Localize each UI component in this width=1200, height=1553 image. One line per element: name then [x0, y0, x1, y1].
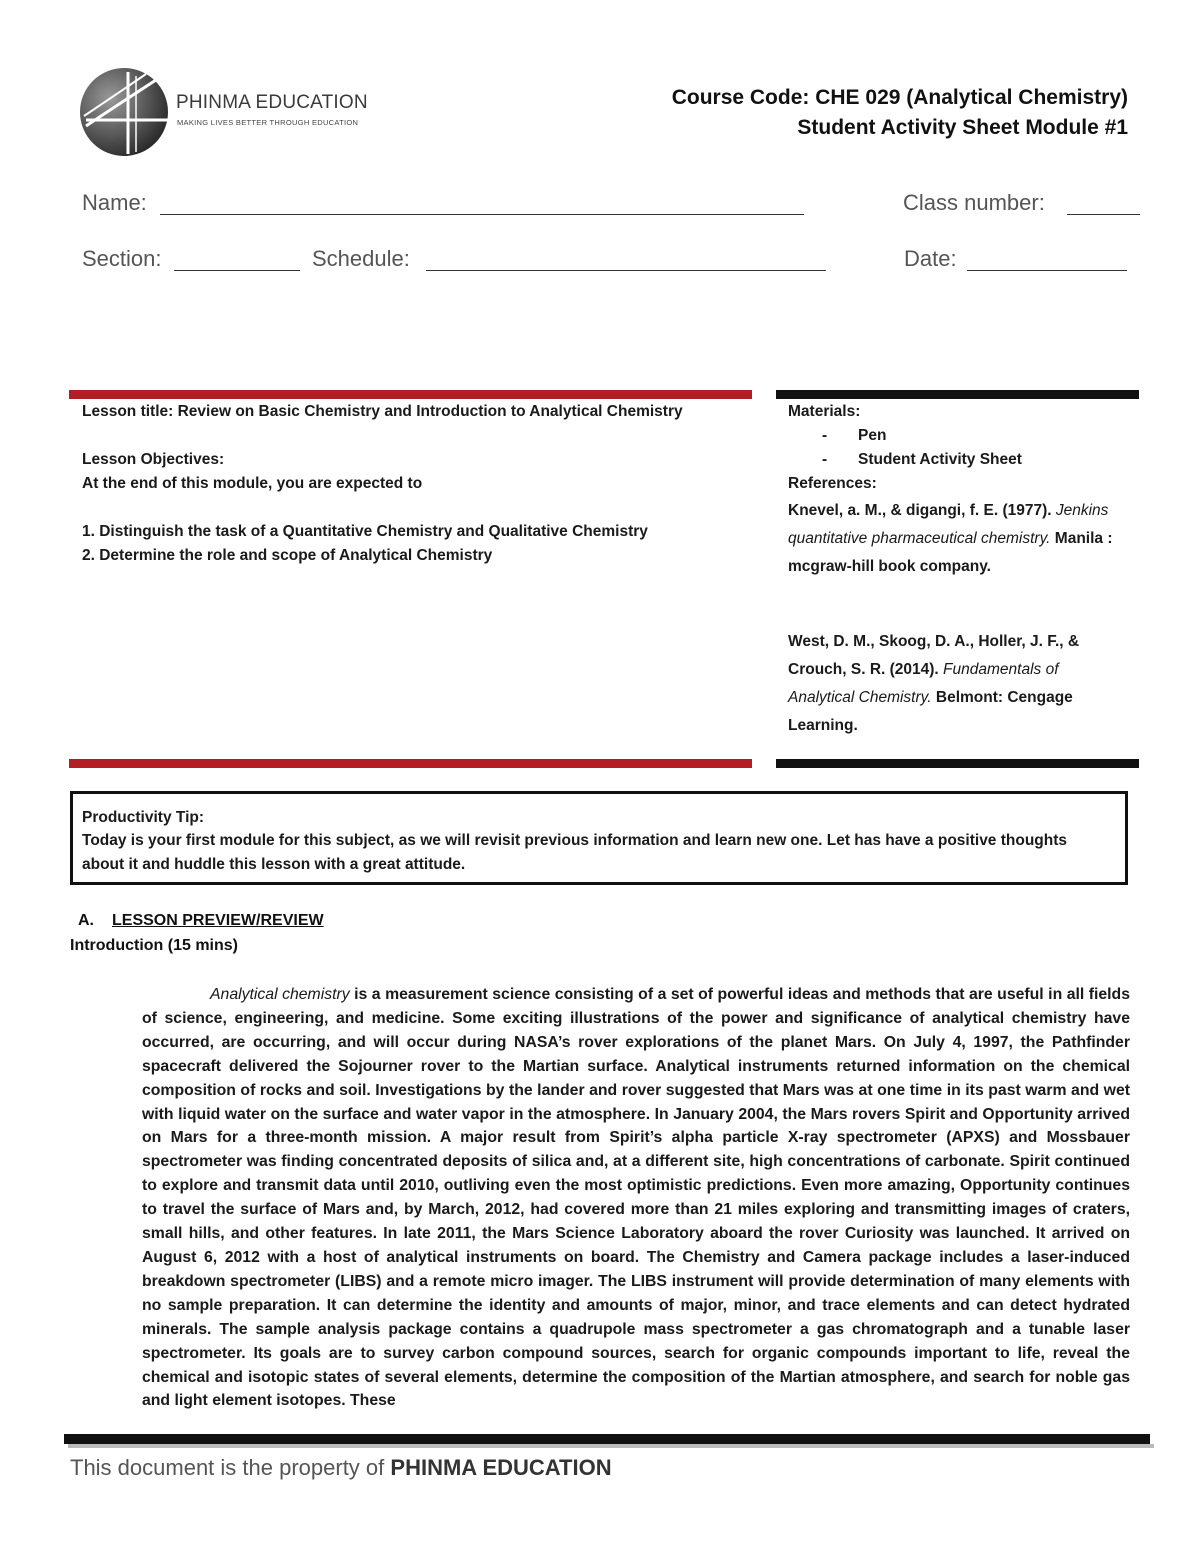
sheet-title: Student Activity Sheet Module #1: [797, 116, 1128, 139]
footer-bar: [64, 1434, 1150, 1444]
materials-heading: Materials:: [788, 403, 861, 420]
objective-item: 2. Determine the role and scope of Analytical Chemistry: [82, 547, 493, 564]
lead-term: Analytical chemistry: [210, 986, 350, 1003]
name-field[interactable]: [160, 214, 804, 215]
lesson-top-bar: [69, 390, 752, 399]
introduction-paragraph: [142, 983, 1130, 1413]
references-heading: References:: [788, 475, 877, 492]
logo-tagline: MAKING LIVES BETTER THROUGH EDUCATION: [177, 118, 359, 127]
section-label: Section:: [82, 246, 162, 271]
materials-item: - Student Activity Sheet: [822, 451, 1022, 468]
date-field[interactable]: [967, 270, 1127, 271]
reference-1: Knevel, a. M., & digangi, f. E. (1977). Jenkins quantitative pharmaceutical chemistry. Manila : mcgraw-hill book company.: [788, 502, 1113, 575]
lesson-block: [82, 400, 747, 568]
logo-globe-icon: [76, 66, 176, 158]
name-label: Name:: [82, 190, 147, 215]
objective-item: 1. Distinguish the task of a Quantitative Chemistry and Qualitative Chemistry: [82, 523, 648, 540]
section-a-heading: A. LESSON PREVIEW/REVIEW: [78, 912, 324, 929]
materials-top-bar: [776, 390, 1139, 399]
footer-text: This document is the property of PHINMA EDUCATION: [70, 1455, 612, 1480]
schedule-label: Schedule:: [312, 246, 410, 271]
paragraph-text: is a measurement science consisting of a set of powerful ideas and methods that are useful in all fields of science, engineering, and medicine. Some exciting illustrations of the power and significance of analytical chemistry have occurred, are occurring, and will occur during NASA’s rover explorations of the planet Mars. On July 4, 1997, the Pathfinder spacecraft delivered the Sojourner rover to the Martian surface. Analytical instruments returned information on the chemical composition of rocks and soil. Investigations by the lander and rover suggested that Mars was at one time in its past warm and wet with liquid water on the surface and water vapor in the atmosphere. In January 2004, the Mars rovers Spirit and Opportunity arrived on Mars for a three-month mission. A major result from Spirit’s alpha particle X-ray spectrometer (APXS) and Mossbauer spectrometer was finding concentrated deposits of silica and, at a different site, high concentrations of carbonate. Spirit continued to explore and transmit data until 2010, outliving even the most optimistic predictions. Even more amazing, Opportunity continues to travel the surface of Mars and, by March, 2012, had covered more than 21 miles exploring and transmitting images of craters, small hills, and other features. In late 2011, the Mars Science Laboratory aboard the rover Curiosity was launched. It arrived on August 6, 2012 with a host of analytical instruments on board. The Chemistry and Camera package includes a laser-induced breakdown spectrometer (LIBS) and a remote micro imager. The LIBS instrument will provide determination of many elements with no sample preparation. It can determine the identity and amounts of major, minor, and trace elements and can detect hydrated minerals. The sample analysis package contains a quadrupole mass spectrometer a gas chromatograph and a tunable laser spectrometer. Its goals are to survey carbon compound sources, search for organic compounds important to life, reveal the chemical and isotopic states of several elements, determine the composition of the Martian atmosphere, and search for noble gas and light element isotopes. These: [142, 986, 1130, 1410]
objectives-intro: At the end of this module, you are expected to: [82, 475, 423, 492]
materials-block: [788, 400, 1128, 496]
footer-shadow: [68, 1444, 1154, 1448]
lesson-bottom-bar: [69, 759, 752, 768]
reference-2: West, D. M., Skoog, D. A., Holler, J. F., & Crouch, S. R. (2014). Fundamentals of Analytical Chemistry. Belmont: Cengage Learning.: [788, 633, 1080, 734]
introduction-heading: Introduction (15 mins): [70, 937, 238, 954]
class-number-label: Class number:: [903, 190, 1045, 215]
schedule-field[interactable]: [426, 270, 826, 271]
materials-bottom-bar: [776, 759, 1139, 768]
objectives-heading: Lesson Objectives:: [82, 451, 225, 468]
section-field[interactable]: [174, 270, 300, 271]
tip-text: Today is your first module for this subject, as we will revisit previous information and learn new one. Let has have a positive thoughts about it and huddle this lesson with a great attitude.: [82, 832, 1068, 873]
logo-wordmark: PHINMA EDUCATION: [176, 92, 368, 113]
date-label: Date:: [904, 246, 957, 271]
course-code: Course Code: CHE 029 (Analytical Chemistry): [671, 86, 1128, 109]
materials-item: - Pen: [822, 427, 887, 444]
tip-heading: Productivity Tip:: [82, 809, 205, 826]
lesson-title: Lesson title: Review on Basic Chemistry and Introduction to Analytical Chemistry: [82, 403, 683, 420]
class-number-field[interactable]: [1067, 214, 1140, 215]
